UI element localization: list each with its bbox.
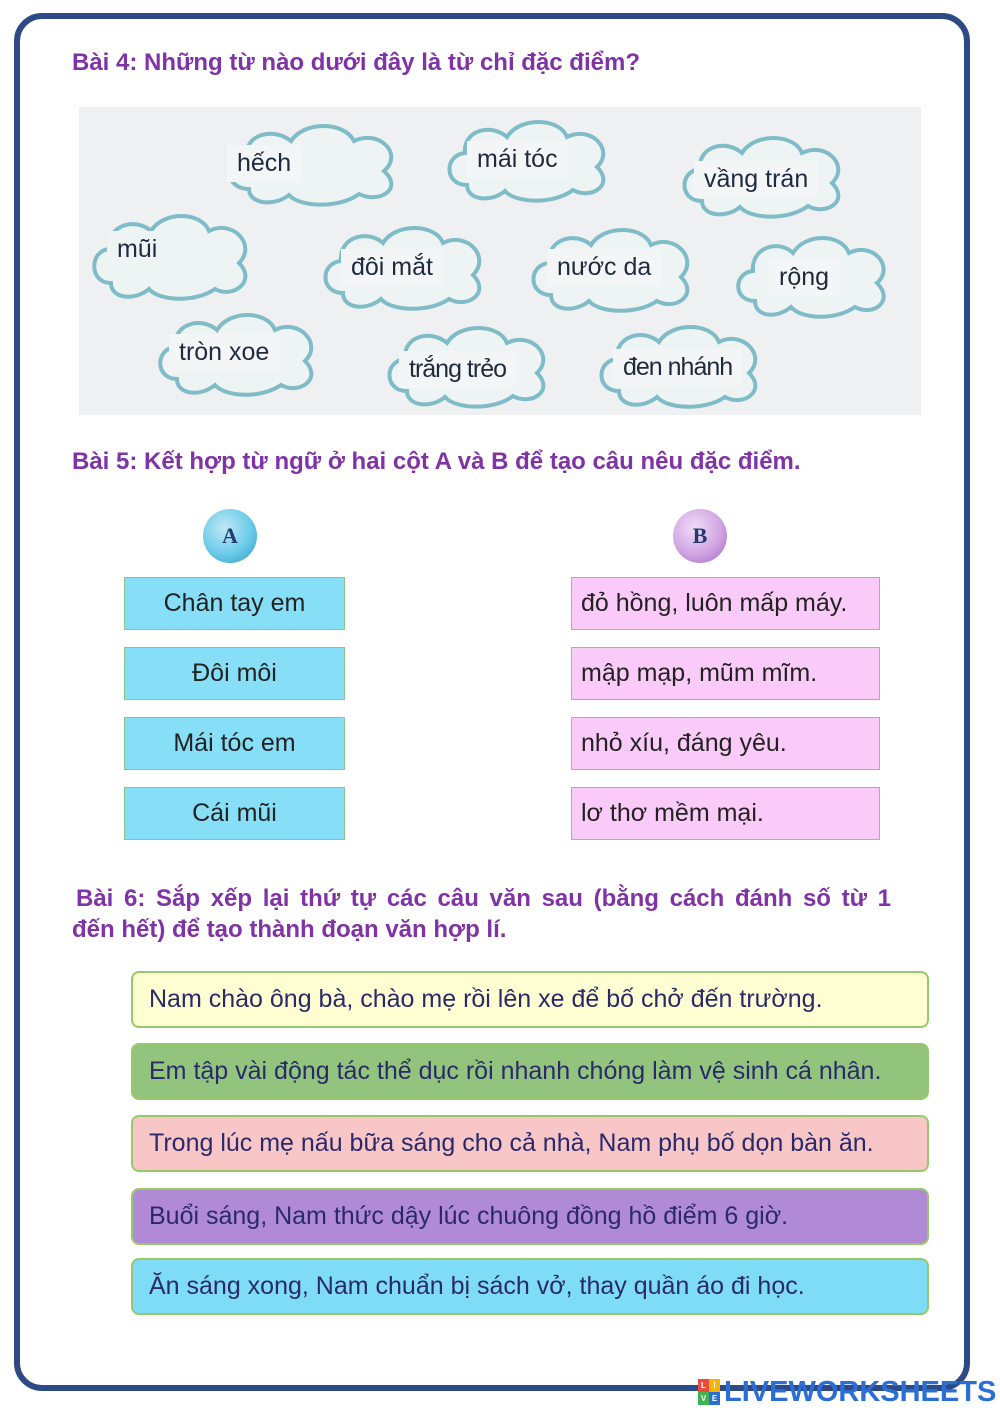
logo-letter: V <box>698 1392 709 1405</box>
cloud-label: đôi mắt <box>341 249 443 286</box>
match-a-item[interactable]: Mái tóc em <box>124 717 345 770</box>
cloud-tron-xoe[interactable] <box>151 307 326 399</box>
match-b-item[interactable]: đỏ hồng, luôn mấp máy. <box>571 577 880 630</box>
cloud-panel <box>79 107 921 415</box>
logo-letter: I <box>709 1379 720 1392</box>
cloud-label: mũi <box>107 231 167 268</box>
match-a-item[interactable]: Cái mũi <box>124 787 345 840</box>
cloud-vang-tran[interactable] <box>674 129 854 221</box>
logo-letter: E <box>709 1392 720 1405</box>
match-b-item[interactable]: lơ thơ mềm mại. <box>571 787 880 840</box>
cloud-label: nước da <box>547 249 661 286</box>
liveworksheets-logo[interactable] <box>698 1374 996 1410</box>
cloud-label: mái tóc <box>467 141 568 178</box>
column-a-badge: A <box>203 509 257 563</box>
cloud-mui[interactable] <box>85 205 260 303</box>
sentence-card[interactable]: Buổi sáng, Nam thức dậy lúc chuông đồng hồ điểm 6 giờ. <box>131 1188 929 1245</box>
cloud-label: rộng <box>769 259 839 296</box>
sentence-card[interactable]: Trong lúc mẹ nấu bữa sáng cho cả nhà, Nam phụ bố dọn bàn ăn. <box>131 1115 929 1172</box>
logo-letter: L <box>698 1379 709 1392</box>
bai4-heading: Bài 4: Những từ nào dưới đây là từ chỉ đặc điểm? <box>72 49 640 76</box>
cloud-rong[interactable] <box>729 231 899 321</box>
match-a-item[interactable]: Đôi môi <box>124 647 345 700</box>
cloud-label: đen nhánh <box>613 349 742 386</box>
cloud-label: tròn xoe <box>169 334 279 371</box>
cloud-hech[interactable] <box>219 119 409 209</box>
match-a-item[interactable]: Chân tay em <box>124 577 345 630</box>
bai5-heading: Bài 5: Kết hợp từ ngữ ở hai cột A và B để tạo câu nêu đặc điểm. <box>72 448 801 475</box>
cloud-doi-mat[interactable] <box>315 219 495 313</box>
cloud-trang-treo[interactable] <box>379 321 559 411</box>
sentence-card[interactable]: Em tập vài động tác thể dục rồi nhanh chóng làm vệ sinh cá nhân. <box>131 1043 929 1100</box>
cloud-den-nhanh[interactable] <box>591 319 771 411</box>
cloud-label: vầng trán <box>694 161 818 198</box>
bai6-heading-line1: Bài 6: Sắp xếp lại thứ tự các câu văn sau (bằng cách đánh số từ 1 <box>76 885 892 912</box>
column-b-badge: B <box>673 509 727 563</box>
cloud-mai-toc[interactable] <box>439 115 619 205</box>
cloud-nuoc-da[interactable] <box>523 221 703 315</box>
sentence-card[interactable]: Ăn sáng xong, Nam chuẩn bị sách vở, thay quần áo đi học. <box>131 1258 929 1315</box>
match-b-item[interactable]: nhỏ xíu, đáng yêu. <box>571 717 880 770</box>
bai6-heading-line2: đến hết) để tạo thành đoạn văn hợp lí. <box>72 916 507 943</box>
sentence-card[interactable]: Nam chào ông bà, chào mẹ rồi lên xe để bố chở đến trường. <box>131 971 929 1028</box>
brand-name: LIVEWORKSHEETS <box>724 1375 997 1408</box>
cloud-label: trắng trẻo <box>399 351 516 388</box>
logo-squares-icon <box>698 1379 720 1405</box>
cloud-label: hếch <box>227 145 301 182</box>
match-b-item[interactable]: mập mạp, mũm mĩm. <box>571 647 880 700</box>
